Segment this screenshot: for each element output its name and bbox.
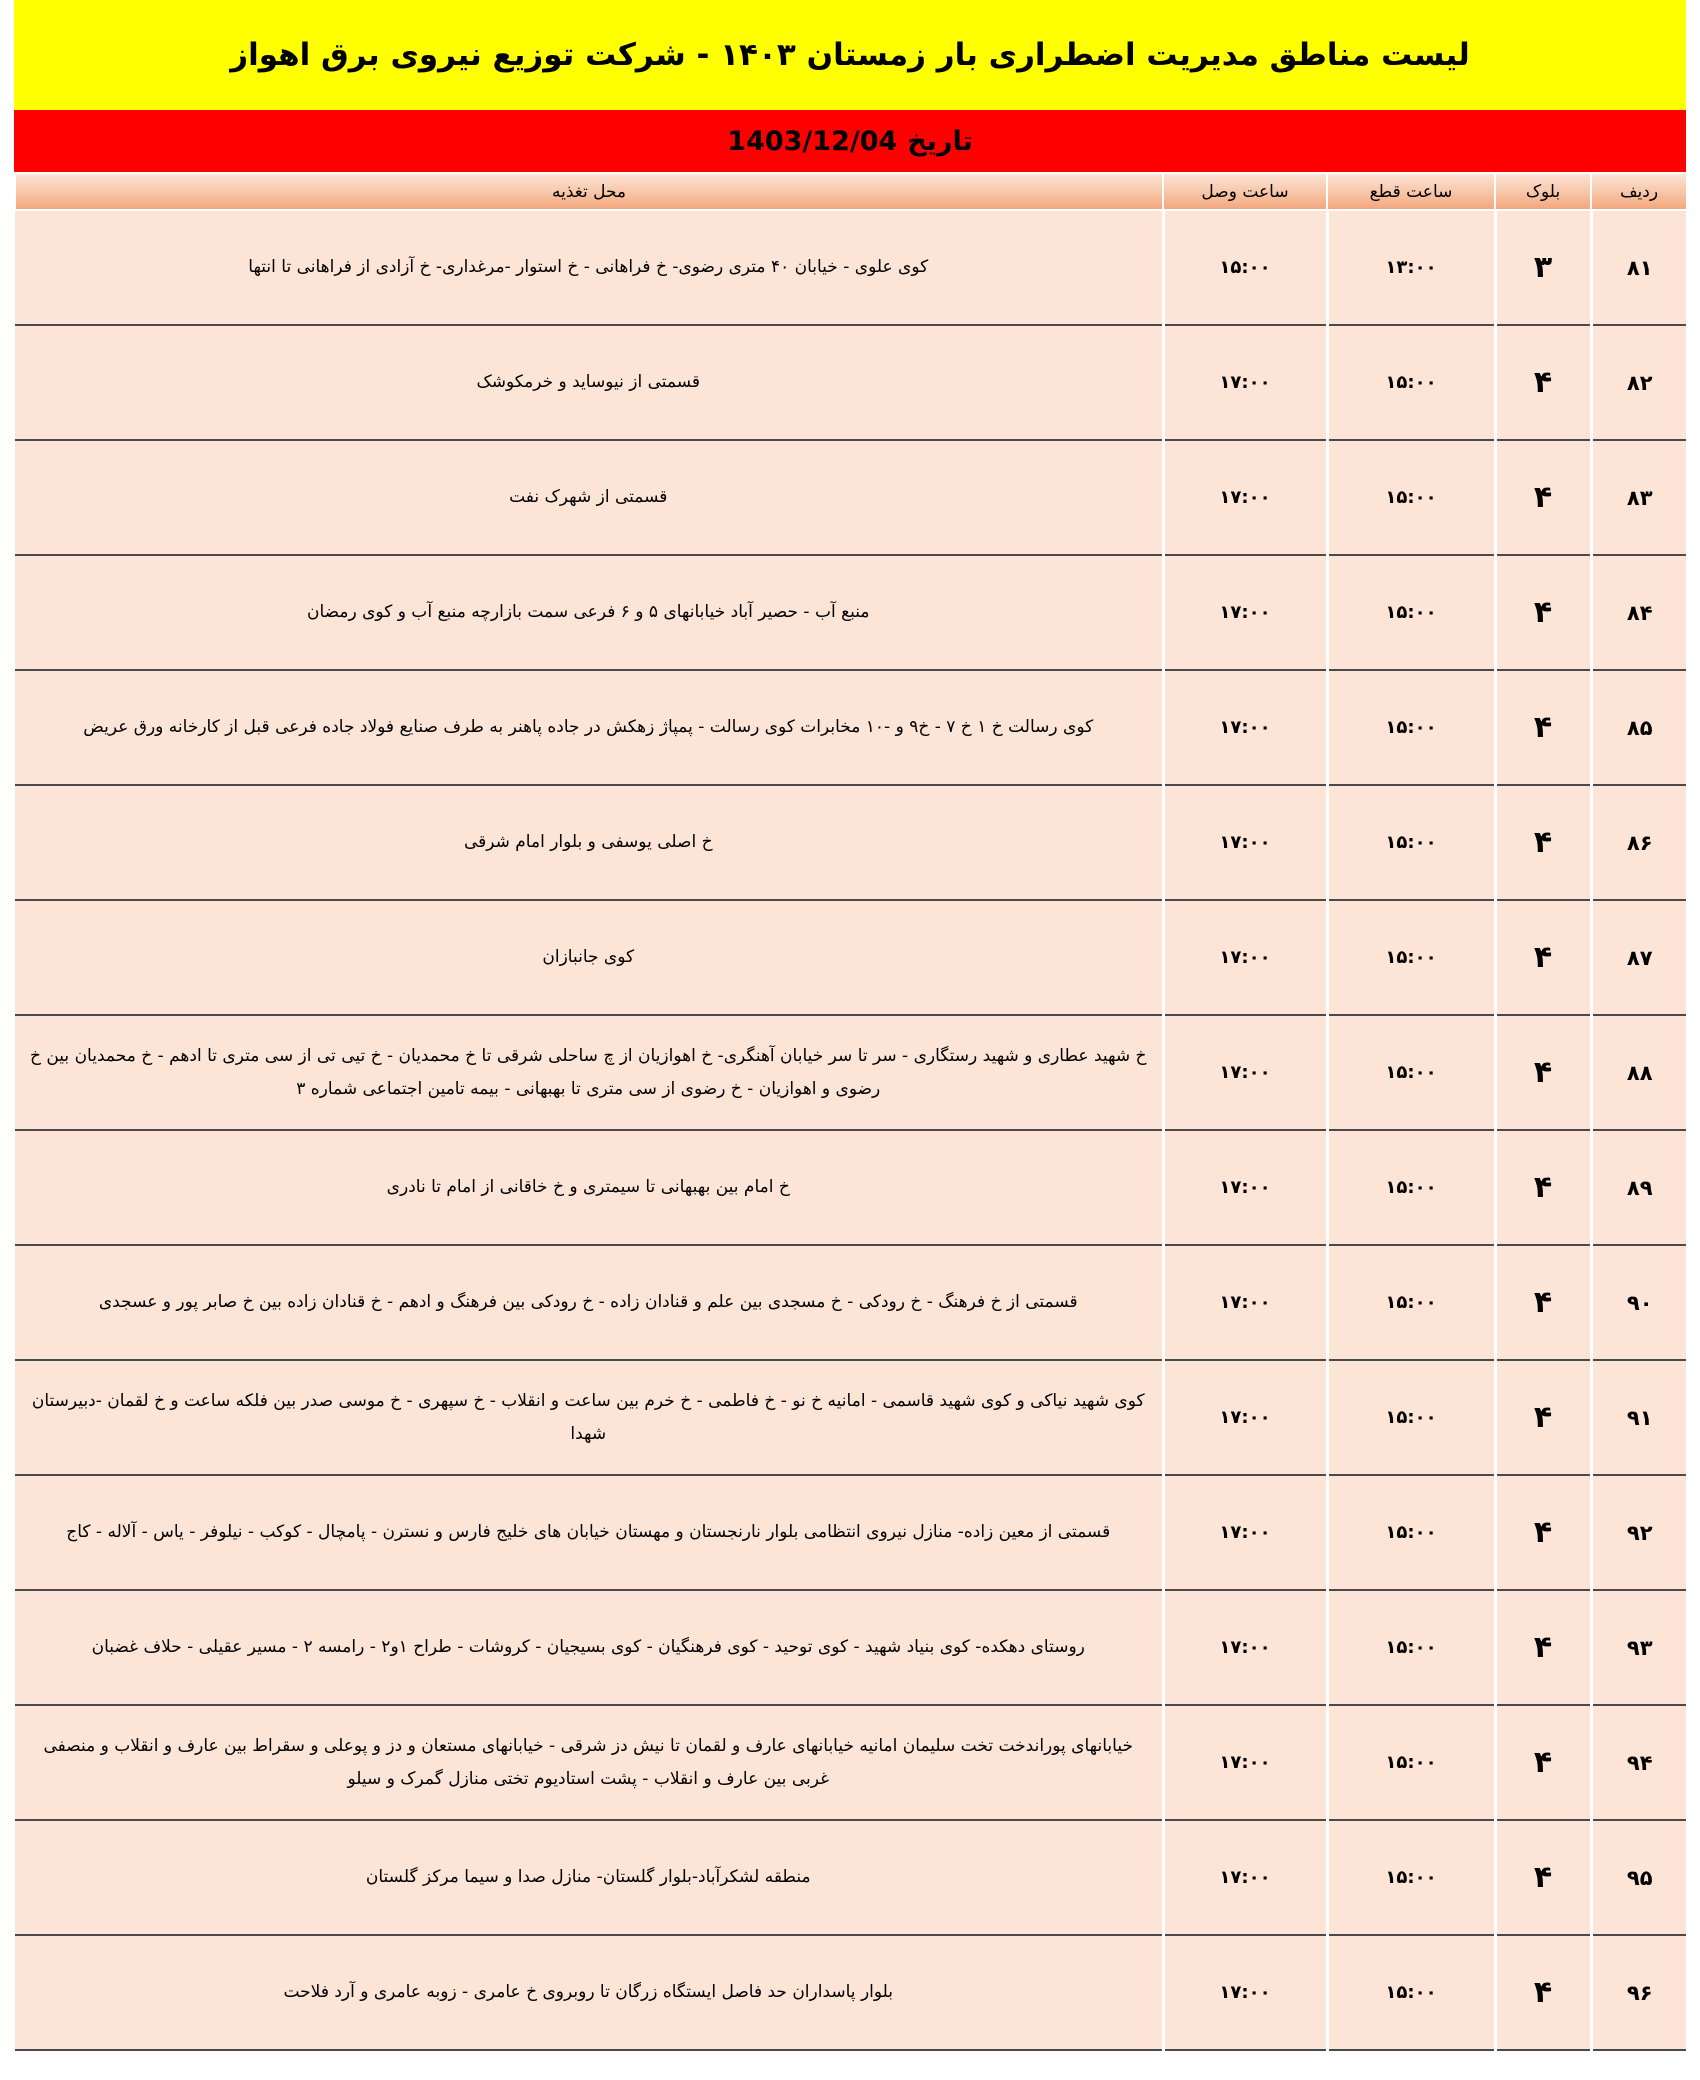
- table-row: [15, 325, 1686, 440]
- area-cell: منطقه لشکرآباد-بلوار گلستان- منازل صدا و سیما مرکز گلستان: [15, 1820, 1163, 1935]
- header-row-number: ردیف: [1591, 173, 1686, 210]
- block-cell: ۴: [1495, 1935, 1591, 2050]
- block-cell: ۴: [1495, 555, 1591, 670]
- table-row: [15, 210, 1686, 325]
- title-text: لیست مناطق مدیریت اضطراری بار زمستان ۱۴۰۳ - شرکت توزیع نیروی برق اهواز: [230, 37, 1470, 73]
- block-cell: ۴: [1495, 900, 1591, 1015]
- schedule-sheet: [14, 0, 1686, 2080]
- row-number-cell: ۸۲: [1591, 325, 1686, 440]
- row-number-cell: ۹۵: [1591, 1820, 1686, 1935]
- connect-time-cell: ۱۷:۰۰: [1163, 1820, 1327, 1935]
- connect-time-cell: ۱۷:۰۰: [1163, 440, 1327, 555]
- table-row: [15, 1245, 1686, 1360]
- connect-time-cell: ۱۷:۰۰: [1163, 1475, 1327, 1590]
- table-row: [15, 555, 1686, 670]
- block-cell: ۴: [1495, 1360, 1591, 1475]
- area-cell: کوی جانبازان: [15, 900, 1163, 1015]
- page-title: [14, 0, 1686, 110]
- table-row: [15, 1130, 1686, 1245]
- area-cell: کوی رسالت خ ۱ خ ۷ - خ۹ و -۱۰ مخابرات کوی رسالت - پمپاژ زهکش در جاده پاهنر به طرف صنایع فولاد جاده فرعی قبل از کارخانه ورق عریض: [15, 670, 1163, 785]
- connect-time-cell: ۱۵:۰۰: [1163, 210, 1327, 325]
- row-number-cell: ۸۳: [1591, 440, 1686, 555]
- cut-time-cell: ۱۵:۰۰: [1327, 555, 1495, 670]
- cut-time-cell: ۱۵:۰۰: [1327, 1130, 1495, 1245]
- connect-time-cell: ۱۷:۰۰: [1163, 900, 1327, 1015]
- table-row: [15, 1475, 1686, 1590]
- row-number-cell: ۸۸: [1591, 1015, 1686, 1130]
- area-cell: قسمتی از معین زاده- منازل نیروی انتظامی بلوار نارنجستان و مهستان خیابان های خلیج فارس و نسترن - پامچال - کوکب - نیلوفر - یاس - آلاله - کاج: [15, 1475, 1163, 1590]
- cut-time-cell: ۱۵:۰۰: [1327, 900, 1495, 1015]
- connect-time-cell: ۱۷:۰۰: [1163, 670, 1327, 785]
- area-cell: قسمتی از شهرک نفت: [15, 440, 1163, 555]
- area-cell: بلوار پاسداران حد فاصل ایستگاه زرگان تا روبروی خ عامری - زوبه عامری و آرد فلاحت: [15, 1935, 1163, 2050]
- area-cell: قسمتی از خ فرهنگ - خ رودکی - خ مسجدی بین علم و قنادان زاده - خ رودکی بین فرهنگ و ادهم - خ قنادان زاده بین خ صابر پور و عسجدی: [15, 1245, 1163, 1360]
- row-number-cell: ۹۶: [1591, 1935, 1686, 2050]
- date-value: 1403/12/04: [727, 125, 898, 157]
- block-cell: ۳: [1495, 210, 1591, 325]
- connect-time-cell: ۱۷:۰۰: [1163, 1705, 1327, 1820]
- connect-time-cell: ۱۷:۰۰: [1163, 1015, 1327, 1130]
- table-row: [15, 670, 1686, 785]
- area-cell: خیابانهای پوراندخت تخت سلیمان امانیه خیابانهای عارف و لقمان تا نیش دز شرقی - خیابانهای مستعان و دز و پوعلی و سقراط بین عارف و انقلاب و منصفی غربی بین عارف و انقلاب - پشت استادیوم تختی منازل گمرک و سیلو: [15, 1705, 1163, 1820]
- block-cell: ۴: [1495, 1475, 1591, 1590]
- row-number-cell: ۹۲: [1591, 1475, 1686, 1590]
- table-body: [15, 210, 1686, 2050]
- block-cell: ۴: [1495, 1130, 1591, 1245]
- block-cell: ۴: [1495, 1245, 1591, 1360]
- outage-table: [14, 172, 1686, 2051]
- cut-time-cell: ۱۵:۰۰: [1327, 1015, 1495, 1130]
- block-cell: ۴: [1495, 1820, 1591, 1935]
- area-cell: خ اصلی یوسفی و بلوار امام شرقی: [15, 785, 1163, 900]
- header-block: بلوک: [1495, 173, 1591, 210]
- cut-time-cell: ۱۵:۰۰: [1327, 1935, 1495, 2050]
- block-cell: ۴: [1495, 785, 1591, 900]
- table-row: [15, 1360, 1686, 1475]
- cut-time-cell: ۱۵:۰۰: [1327, 785, 1495, 900]
- row-number-cell: ۸۴: [1591, 555, 1686, 670]
- row-number-cell: ۹۳: [1591, 1590, 1686, 1705]
- cut-time-cell: ۱۵:۰۰: [1327, 1705, 1495, 1820]
- row-number-cell: ۸۷: [1591, 900, 1686, 1015]
- cut-time-cell: ۱۵:۰۰: [1327, 325, 1495, 440]
- table-row: [15, 785, 1686, 900]
- connect-time-cell: ۱۷:۰۰: [1163, 1590, 1327, 1705]
- table-header-row: [15, 173, 1686, 210]
- cut-time-cell: ۱۵:۰۰: [1327, 1475, 1495, 1590]
- table-row: [15, 1935, 1686, 2050]
- block-cell: ۴: [1495, 325, 1591, 440]
- block-cell: ۴: [1495, 1015, 1591, 1130]
- area-cell: منبع آب - حصیر آباد خیابانهای ۵ و ۶ فرعی سمت بازارچه منبع آب و کوی رمضان: [15, 555, 1163, 670]
- cut-time-cell: ۱۵:۰۰: [1327, 1820, 1495, 1935]
- connect-time-cell: ۱۷:۰۰: [1163, 1245, 1327, 1360]
- header-area: محل تغذیه: [15, 173, 1163, 210]
- cut-time-cell: ۱۵:۰۰: [1327, 1590, 1495, 1705]
- cut-time-cell: ۱۵:۰۰: [1327, 1245, 1495, 1360]
- row-number-cell: ۹۴: [1591, 1705, 1686, 1820]
- area-cell: کوی علوی - خیابان ۴۰ متری رضوی- خ فراهانی - خ استوار -مرغداری- خ آزادی از فراهانی تا انتها: [15, 210, 1163, 325]
- cut-time-cell: ۱۵:۰۰: [1327, 440, 1495, 555]
- connect-time-cell: ۱۷:۰۰: [1163, 1360, 1327, 1475]
- table-row: [15, 1820, 1686, 1935]
- area-cell: خ شهید عطاری و شهید رستگاری - سر تا سر خیابان آهنگری- خ اهوازیان از چ ساحلی شرقی تا خ محمدیان - خ تیی تی از سی متری تا ادهم - خ محمدیان بین خ رضوی و اهوازیان - خ رضوی از سی متری تا بهبهانی - بیمه تامین اجتماعی شماره ۳: [15, 1015, 1163, 1130]
- connect-time-cell: ۱۷:۰۰: [1163, 555, 1327, 670]
- header-connect-time: ساعت وصل: [1163, 173, 1327, 210]
- block-cell: ۴: [1495, 670, 1591, 785]
- block-cell: ۴: [1495, 440, 1591, 555]
- table-row: [15, 900, 1686, 1015]
- row-number-cell: ۹۰: [1591, 1245, 1686, 1360]
- header-cut-time: ساعت قطع: [1327, 173, 1495, 210]
- connect-time-cell: ۱۷:۰۰: [1163, 785, 1327, 900]
- connect-time-cell: ۱۷:۰۰: [1163, 325, 1327, 440]
- block-cell: ۴: [1495, 1705, 1591, 1820]
- area-cell: روستای دهکده- کوی بنیاد شهید - کوی توحید - کوی فرهنگیان - کوی بسیجیان - کروشات - طراح ۱و۲ - رامسه ۲ - مسیر عقیلی - حلاف غضبان: [15, 1590, 1163, 1705]
- block-cell: ۴: [1495, 1590, 1591, 1705]
- cut-time-cell: ۱۵:۰۰: [1327, 670, 1495, 785]
- row-number-cell: ۸۵: [1591, 670, 1686, 785]
- cut-time-cell: ۱۵:۰۰: [1327, 1360, 1495, 1475]
- cut-time-cell: ۱۳:۰۰: [1327, 210, 1495, 325]
- row-number-cell: ۸۶: [1591, 785, 1686, 900]
- connect-time-cell: ۱۷:۰۰: [1163, 1935, 1327, 2050]
- date-banner: [14, 110, 1686, 172]
- area-cell: خ امام بین بهبهانی تا سیمتری و خ خاقانی از امام تا نادری: [15, 1130, 1163, 1245]
- date-label: تاریخ: [907, 125, 973, 157]
- connect-time-cell: ۱۷:۰۰: [1163, 1130, 1327, 1245]
- area-cell: قسمتی از نیوساید و خرمکوشک: [15, 325, 1163, 440]
- row-number-cell: ۸۹: [1591, 1130, 1686, 1245]
- table-row: [15, 1590, 1686, 1705]
- row-number-cell: ۹۱: [1591, 1360, 1686, 1475]
- area-cell: کوی شهید نیاکی و کوی شهید قاسمی - امانیه خ نو - خ فاطمی - خ خرم بین ساعت و انقلاب - خ سپهری - خ موسی صدر بین فلکه ساعت و خ لقمان -دبیرستان شهدا: [15, 1360, 1163, 1475]
- row-number-cell: ۸۱: [1591, 210, 1686, 325]
- table-row: [15, 1705, 1686, 1820]
- table-row: [15, 440, 1686, 555]
- table-row: [15, 1015, 1686, 1130]
